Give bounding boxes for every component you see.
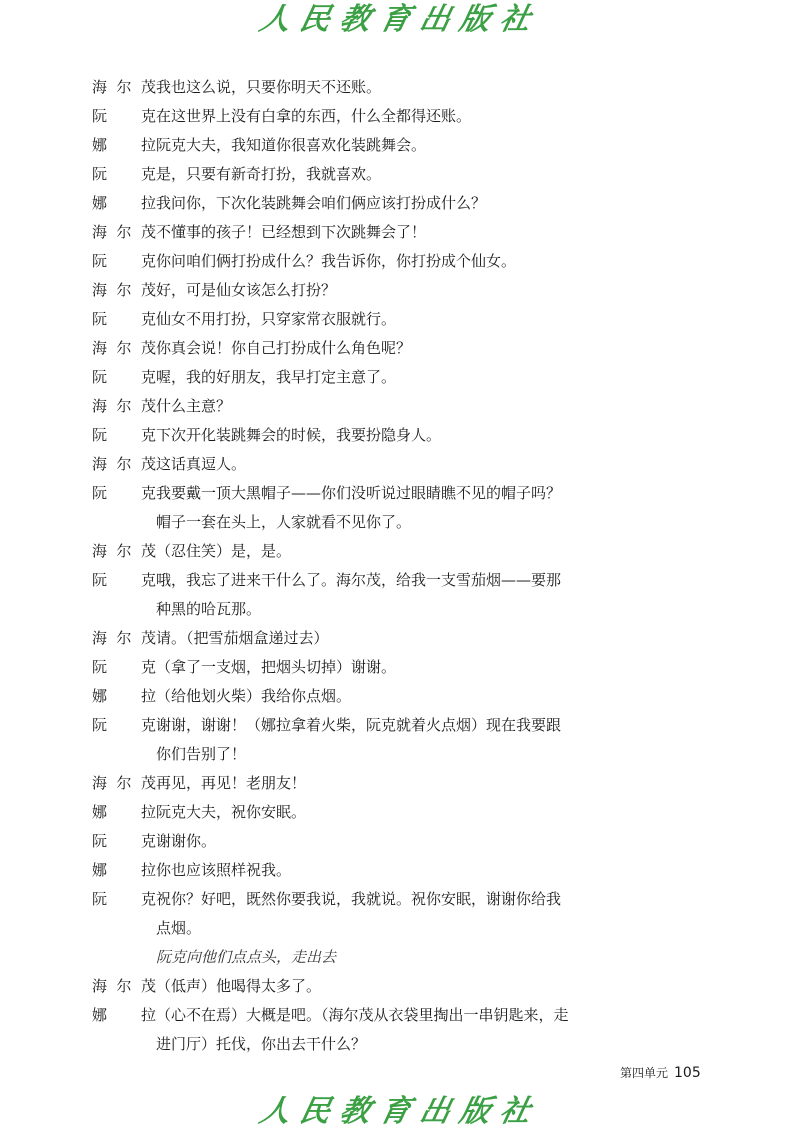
dialogue-text [156,280,712,300]
dialogue-line [92,976,712,996]
dialogue-text-line: 请。（把雪茄烟盒递过去） [156,629,329,647]
dialogue-text-line: 你们告别了！ [156,745,247,763]
dialogue-text [156,338,712,358]
dialogue-line [92,280,712,300]
speaker-name: 海尔茂 [92,281,156,299]
page-footer [620,1064,730,1081]
speaker-name: 海尔茂 [92,223,156,241]
dialogue-text [156,396,712,416]
dialogue-text-line: 什么主意？ [156,397,232,415]
speaker-name: 娜 拉 [92,687,156,705]
dialogue-line [92,483,712,532]
dialogue-line [92,251,712,271]
dialogue-text [156,715,712,764]
speaker-name: 海尔茂 [92,78,156,96]
dialogue-text-line: 在这世界上没有白拿的东西，什么全都得还账。 [156,107,472,125]
dialogue-text [156,657,712,677]
speaker-name: 阮 克 [92,310,156,328]
dialogue-text [156,483,712,532]
dialogue-text-line: （心不在焉）大概是吧。（海尔茂从衣袋里掏出一串钥匙来，走 [156,1006,569,1024]
dialogue-line [92,628,712,648]
speaker-name: 阮 克 [92,832,156,850]
dialogue-line [92,773,712,793]
speaker-name: 海尔茂 [92,977,156,995]
dialogue-text [156,541,712,561]
speaker-name: 娜 拉 [92,1006,156,1024]
dialogue-text-line: 阮克大夫，我知道你很喜欢化装跳舞会。 [156,136,427,154]
dialogue-text-line: （低声）他喝得太多了。 [156,977,322,995]
dialogue-line [92,802,712,822]
speaker-name: 海尔茂 [92,339,156,357]
speaker-name: 阮 克 [92,890,156,908]
dialogue-text-line: （拿了一支烟，把烟头切掉）谢谢。 [156,658,397,676]
speaker-name: 阮 克 [92,716,156,734]
dialogue-text [156,802,712,822]
dialogue-line [92,454,712,474]
dialogue-text [156,77,712,97]
dialogue-line [92,860,712,880]
dialogue-line [92,715,712,764]
dialogue-line [92,425,712,445]
dialogue-text [156,1005,712,1054]
dialogue-text [156,686,712,706]
dialogue-text-line: 喔，我的好朋友，我早打定主意了。 [156,368,397,386]
dialogue-text [156,628,712,648]
dialogue-text-line: 下次开化装跳舞会的时候，我要扮隐身人。 [156,426,442,444]
dialogue-text-line: 我要戴一顶大黑帽子——你们没听说过眼睛瞧不见的帽子吗？ [156,484,562,502]
dialogue-text-line: 谢谢，谢谢！（娜拉拿着火柴，阮克就着火点烟）现在我要跟 [156,716,562,734]
speaker-name: 阮 克 [92,658,156,676]
dialogue-line [92,1005,712,1054]
speaker-name: 娜 拉 [92,861,156,879]
speaker-name: 阮 克 [92,107,156,125]
dialogue-text [156,454,712,474]
speaker-name: 海尔茂 [92,397,156,415]
dialogue-line [92,164,712,184]
dialogue-text [156,193,712,213]
script-body [92,77,712,1063]
dialogue-line [92,686,712,706]
speaker-name: 海尔茂 [92,629,156,647]
dialogue-text-line: 种黑的哈瓦那。 [156,600,262,618]
speaker-name: 海尔茂 [92,774,156,792]
dialogue-text-line: 你问咱们俩打扮成什么？我告诉你，你打扮成个仙女。 [156,252,517,270]
speaker-name: 娜 拉 [92,194,156,212]
dialogue-text [156,976,712,996]
dialogue-text [156,367,712,387]
dialogue-line [92,77,712,97]
stage-direction: 阮克向他们点点头，走出去 [156,948,337,966]
dialogue-text-line: 仙女不用打扮，只穿家常衣服就行。 [156,310,397,328]
speaker-name: 娜 拉 [92,803,156,821]
dialogue-line [92,135,712,155]
dialogue-text-line: （忍住笑）是，是。 [156,542,292,560]
dialogue-text-line: 祝你？好吧，既然你要我说，我就说。祝你安眠，谢谢你给我 [156,890,562,908]
speaker-name: 阮 克 [92,571,156,589]
dialogue-line [92,657,712,677]
dialogue-text [156,860,712,880]
dialogue-line [92,106,712,126]
dialogue-text-line: 谢谢你。 [156,832,217,850]
dialogue-text [156,570,712,619]
dialogue-text [156,222,712,242]
dialogue-text-line: 是，只要有新奇打扮，我就喜欢。 [156,165,382,183]
speaker-name: 阮 克 [92,484,156,502]
dialogue-text [156,164,712,184]
dialogue-line [92,367,712,387]
dialogue-text-line: 哦，我忘了进来干什么了。海尔茂，给我一支雪茄烟——要那 [156,571,562,589]
dialogue-text-line: 我问你，下次化装跳舞会咱们俩应该打扮成什么？ [156,194,487,212]
dialogue-text [156,425,712,445]
dialogue-text [156,773,712,793]
dialogue-line [92,193,712,213]
speaker-name: 海尔茂 [92,542,156,560]
speaker-name: 娜 拉 [92,136,156,154]
dialogue-text-line: （给他划火柴）我给你点烟。 [156,687,352,705]
dialogue-text-line: 再见，再见！老朋友！ [156,774,307,792]
speaker-name: 阮 克 [92,368,156,386]
dialogue-text-line: 阮克大夫，祝你安眠。 [156,803,307,821]
dialogue-text [156,889,712,938]
speaker-name: 阮 克 [92,426,156,444]
unit-label: 第四单元 [620,1066,669,1080]
dialogue-line [92,396,712,416]
dialogue-text-line: 好，可是仙女该怎么打扮？ [156,281,337,299]
dialogue-line [92,309,712,329]
dialogue-text-line: 进门厅）托伐，你出去干什么？ [156,1035,367,1053]
dialogue-line [92,831,712,851]
dialogue-text-line: 这话真逗人。 [156,455,247,473]
dialogue-text [156,309,712,329]
dialogue-text-line: 帽子一套在头上，人家就看不见你了。 [156,513,412,531]
dialogue-text-line: 你真会说！你自己打扮成什么角色呢？ [156,339,412,357]
dialogue-text [156,106,712,126]
publisher-watermark-bottom: 人民教育出版社 [256,1094,544,1129]
page-number: 105 [674,1065,701,1081]
dialogue-line [92,541,712,561]
dialogue-line [92,338,712,358]
publisher-watermark-top: 人民教育出版社 [256,2,544,37]
dialogue-text [156,831,712,851]
dialogue-line [92,570,712,619]
dialogue-text [156,251,712,271]
speaker-name: 阮 克 [92,252,156,270]
dialogue-text-line: 我也这么说，只要你明天不还账。 [156,78,382,96]
speaker-name: 海尔茂 [92,455,156,473]
dialogue-text-line: 不懂事的孩子！已经想到下次跳舞会了！ [156,223,427,241]
dialogue-line [92,222,712,242]
dialogue-text [156,135,712,155]
dialogue-text-line: 点烟。 [156,919,202,937]
speaker-name: 阮 克 [92,165,156,183]
dialogue-line [92,889,712,938]
dialogue-text-line: 你也应该照样祝我。 [156,861,292,879]
